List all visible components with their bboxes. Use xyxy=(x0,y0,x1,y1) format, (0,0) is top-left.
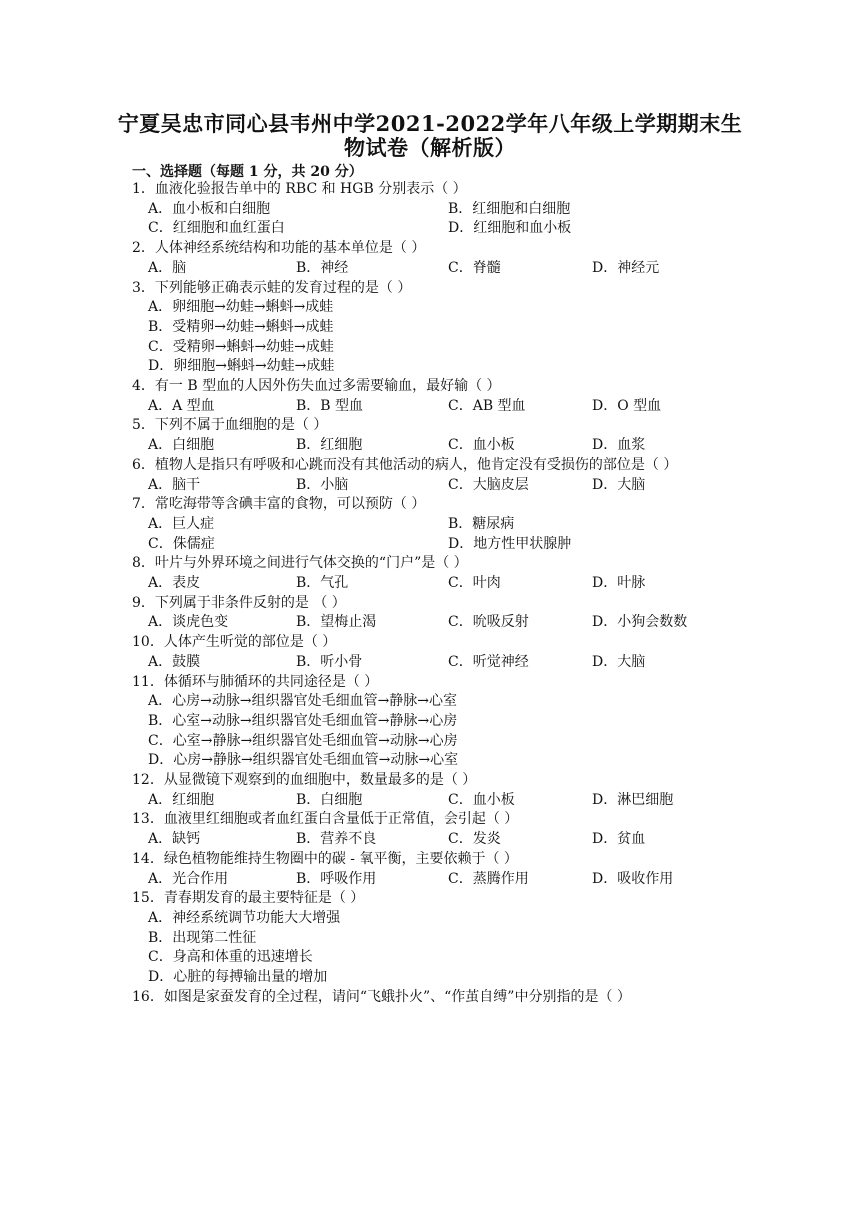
answer-option: C．蒸腾作用 xyxy=(448,870,529,887)
answer-option: C．脊髓 xyxy=(448,259,501,276)
answer-option: D．O 型血 xyxy=(592,397,662,414)
page-title: 宁夏吴忠市同心县韦州中学2021-2022学年八年级上学期期末生 xyxy=(117,111,743,136)
answer-option: A．光合作用 xyxy=(148,870,229,887)
answer-option: A．心房→动脉→组织器官处毛细血管→静脉→心室 xyxy=(148,693,458,710)
answer-option: D．血浆 xyxy=(592,437,646,454)
answer-option: B．望梅止渴 xyxy=(296,614,377,631)
answer-option: B．营养不良 xyxy=(296,831,377,848)
question-stem: 3．下列能够正确表示蛙的发育过程的是（ ） xyxy=(132,279,412,296)
question-stem: 15．青春期发育的最主要特征是（ ） xyxy=(132,890,365,907)
answer-option: D．神经元 xyxy=(592,259,660,276)
question-stem: 9．下列属于非条件反射的是 （ ） xyxy=(132,594,346,611)
answer-option: D．贫血 xyxy=(592,831,646,848)
question-stem: 11．体循环与肺循环的共同途径是（ ） xyxy=(132,673,379,690)
answer-option: B．红细胞 xyxy=(296,437,363,454)
question-stem: 16．如图是家蚕发育的全过程，请问“飞蛾扑火”、“作茧自缚”中分别指的是（ ） xyxy=(132,988,631,1005)
answer-option: B．听小骨 xyxy=(296,653,363,670)
question-stem: 8．叶片与外界环境之间进行气体交换的“门户”是（ ） xyxy=(132,555,468,572)
question-stem: 14．绿色植物能维持生物圈中的碳 - 氧平衡，主要依赖于（ ） xyxy=(132,850,518,867)
answer-option: C．吮吸反射 xyxy=(448,614,529,631)
answer-option: C．侏儒症 xyxy=(148,535,215,552)
answer-option: C．身高和体重的迅速增长 xyxy=(148,949,313,966)
answer-option: A．神经系统调节功能大大增强 xyxy=(148,909,341,926)
answer-option: D．卵细胞→蝌蚪→幼蛙→成蛙 xyxy=(148,358,335,375)
answer-option: C．听觉神经 xyxy=(448,653,529,670)
answer-option: C．红细胞和血红蛋白 xyxy=(148,220,285,237)
question-stem: 7．常吃海带等含碘丰富的食物，可以预防（ ） xyxy=(132,496,426,513)
answer-option: D．心脏的每搏输出量的增加 xyxy=(148,969,328,985)
answer-option: A．脑 xyxy=(148,259,187,276)
answer-option: D．大脑 xyxy=(592,653,646,670)
answer-option: D．吸收作用 xyxy=(592,870,674,887)
question-stem: 6．植物人是指只有呼吸和心跳而没有其他活动的病人，他肯定没有受损伤的部位是（ ） xyxy=(132,456,678,473)
answer-option: C．血小板 xyxy=(448,437,515,454)
answer-option: A．卵细胞→幼蛙→蝌蚪→成蛙 xyxy=(148,299,334,316)
answer-option: A．鼓膜 xyxy=(148,653,201,670)
answer-option: B．B 型血 xyxy=(296,397,364,414)
question-stem: 4．有一 B 型血的人因外伤失血过多需要输血，最好输（ ） xyxy=(132,378,501,394)
answer-option: A．白细胞 xyxy=(148,437,215,454)
answer-option: B．出现第二性征 xyxy=(148,929,257,946)
answer-option: C．AB 型血 xyxy=(448,397,526,414)
answer-option: C．心室→静脉→组织器官处毛细血管→动脉→心房 xyxy=(148,732,458,749)
answer-option: B．神经 xyxy=(296,259,349,276)
answer-option: B．心室→动脉→组织器官处毛细血管→静脉→心房 xyxy=(148,712,458,729)
answer-option: D．淋巴细胞 xyxy=(592,791,674,808)
answer-option: C．血小板 xyxy=(448,791,515,808)
page-title-continued: 物试卷（解析版） xyxy=(344,135,516,160)
answer-option: C．发炎 xyxy=(448,831,501,848)
answer-option: B．呼吸作用 xyxy=(296,870,377,887)
answer-option: A．红细胞 xyxy=(148,791,215,808)
question-stem: 2．人体神经系统结构和功能的基本单位是（ ） xyxy=(132,240,426,257)
answer-option: A．血小板和白细胞 xyxy=(148,200,271,217)
answer-option: A．脑干 xyxy=(148,476,201,493)
answer-option: D．地方性甲状腺肿 xyxy=(448,535,572,552)
question-stem: 5．下列不属于血细胞的是（ ） xyxy=(132,417,328,434)
answer-option: A．巨人症 xyxy=(148,515,215,532)
answer-option: B．糖尿病 xyxy=(448,515,515,532)
question-stem: 13．血液里红细胞或者血红蛋白含量低于正常值，会引起（ ） xyxy=(132,811,519,828)
answer-option: A．缺钙 xyxy=(148,831,201,848)
question-stem: 1．血液化验报告单中的 RBC 和 HGB 分别表示（ ） xyxy=(132,181,467,197)
answer-option: A．表皮 xyxy=(148,575,201,591)
answer-option: C．大脑皮层 xyxy=(448,476,529,493)
answer-option: D．小狗会数数 xyxy=(592,614,688,631)
answer-option: D．叶脉 xyxy=(592,575,646,591)
answer-option: D．红细胞和血小板 xyxy=(448,220,572,237)
answer-option: B．小脑 xyxy=(296,476,349,493)
answer-option: A．A 型血 xyxy=(148,397,215,414)
answer-option: B．白细胞 xyxy=(296,791,363,808)
question-stem: 10．人体产生听觉的部位是（ ） xyxy=(132,634,337,651)
section-heading: 一、选择题（每题 1 分，共 20 分） xyxy=(132,164,363,180)
answer-option: C．叶肉 xyxy=(448,575,501,591)
answer-option: D．心房→静脉→组织器官处毛细血管→动脉→心室 xyxy=(148,752,459,769)
question-stem: 12．从显微镜下观察到的血细胞中，数量最多的是（ ） xyxy=(132,772,477,788)
answer-option: B．红细胞和白细胞 xyxy=(448,200,571,217)
answer-option: D．大脑 xyxy=(592,476,646,493)
answer-option: B．气孔 xyxy=(296,575,349,591)
answer-option: B．受精卵→幼蛙→蝌蚪→成蛙 xyxy=(148,318,334,335)
answer-option: C．受精卵→蝌蚪→幼蛙→成蛙 xyxy=(148,338,334,355)
answer-option: A．谈虎色变 xyxy=(148,614,229,631)
